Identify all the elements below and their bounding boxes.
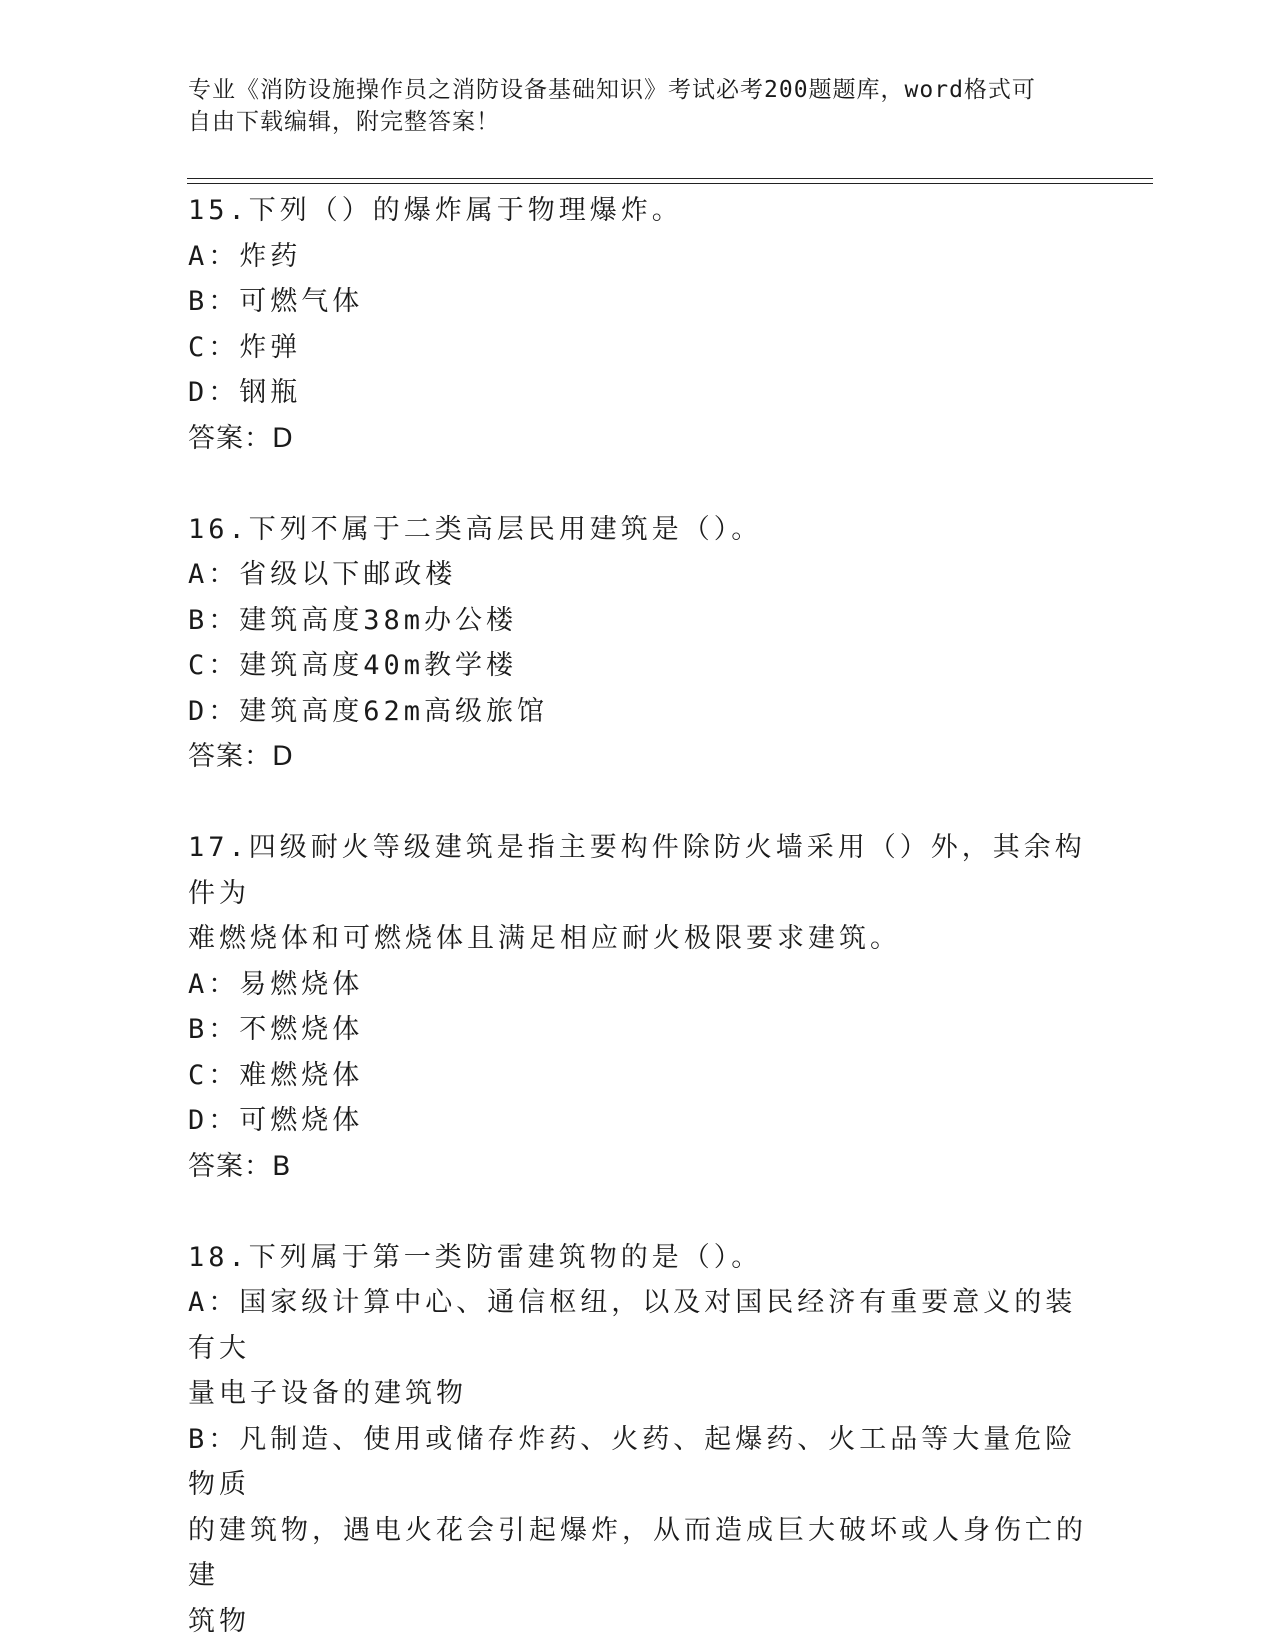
- header-line-2: 自由下载编辑，附完整答案！: [188, 109, 500, 135]
- option-b-line-1: B：凡制造、使用或储存炸药、火药、起爆药、火工品等大量危险物质: [188, 1423, 1077, 1500]
- document-header: [188, 74, 1068, 138]
- question-text: 15.下列（）的爆炸属于物理爆炸。: [188, 195, 683, 226]
- option-a: A：省级以下邮政楼: [188, 559, 457, 590]
- option-a-line-2: 量电子设备的建筑物: [188, 1378, 467, 1409]
- option-a: A：炸药: [188, 240, 302, 272]
- header-double-rule: [187, 178, 1153, 184]
- option-d: D：可燃烧体: [188, 1105, 364, 1136]
- option-b: B：不燃烧体: [188, 1014, 364, 1045]
- option-a-line-1: A：国家级计算中心、通信枢纽，以及对国民经济有重要意义的装有大: [188, 1287, 1077, 1364]
- question-text-line-1: 17.四级耐火等级建筑是指主要构件除防火墙采用（）外，其余构件为: [188, 832, 1086, 909]
- question-18: [188, 1235, 1088, 1645]
- question-17: [188, 825, 1088, 1189]
- option-d: D：建筑高度62m高级旅馆: [188, 695, 549, 727]
- answer: 答案：D: [188, 422, 294, 454]
- option-c: C：难燃烧体: [188, 1059, 364, 1091]
- option-b: B：建筑高度38m办公楼: [188, 604, 518, 636]
- answer: 答案：B: [188, 1150, 292, 1182]
- question-text-line-2: 难燃烧体和可燃烧体且满足相应耐火极限要求建筑。: [188, 923, 901, 954]
- question-text: 16.下列不属于二类高层民用建筑是（）。: [188, 513, 763, 545]
- option-c: C：炸弹: [188, 331, 302, 363]
- answer: 答案：D: [188, 741, 294, 772]
- question-15: [188, 188, 1088, 461]
- question-list: [188, 188, 1088, 1644]
- question-16: [188, 507, 1088, 780]
- option-a: A：易燃烧体: [188, 968, 364, 1000]
- option-b-line-2: 的建筑物，遇电火花会引起爆炸，从而造成巨大破坏或人身伤亡的建: [188, 1514, 1087, 1591]
- option-b: B：可燃气体: [188, 286, 364, 317]
- option-b-line-3: 筑物: [188, 1605, 250, 1637]
- question-text: 18.下列属于第一类防雷建筑物的是（）。: [188, 1241, 763, 1273]
- option-c: C：建筑高度40m教学楼: [188, 650, 518, 681]
- header-line-1: 专业《消防设施操作员之消防设备基础知识》考试必考200题题库，word格式可: [188, 77, 1036, 103]
- option-d: D：钢瓶: [188, 377, 302, 408]
